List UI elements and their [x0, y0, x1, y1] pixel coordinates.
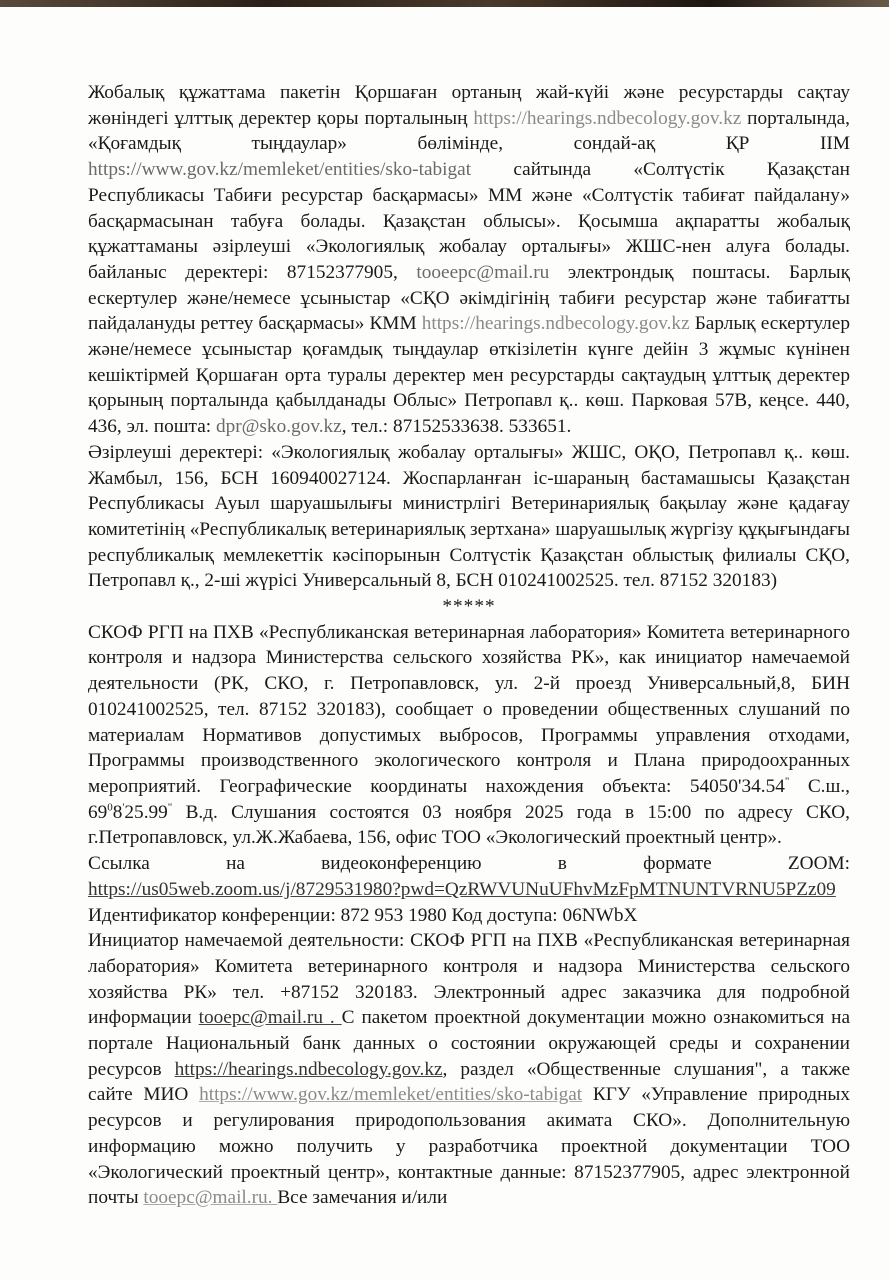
text: КГУ «Управление природных ресурсов и регулирования природопользования акимата СКО». Дополнительную информацию можно получить у разработчика проектной документации ТОО «Экологический проектный центр», контактные данные: 87152377905, адрес электронной почты [88, 1084, 850, 1209]
email-link[interactable]: tooeepc@mail.ru [416, 261, 550, 283]
kz-paragraph-1 [88, 80, 850, 440]
text: , тел.: 87152533638. 533651. [341, 416, 572, 438]
hearings-link-2[interactable]: https://hearings.ndbecology.gov.kz [421, 313, 690, 335]
text: Жобалық құжаттама пакетін Қоршаған ортаның жай-күйі және ресурстарды сақтау жөніндегі ұлттық деректер қоры порталының [88, 82, 850, 129]
dpr-email-link[interactable]: dpr@sko.gov.kz [215, 416, 342, 438]
gov-kz-link[interactable]: https://www.gov.kz/memleket/entities/sko-tabigat [88, 159, 472, 181]
email-link-2[interactable]: tooepc@mail.ru. [143, 1187, 278, 1209]
degree-mark: 0 [107, 801, 113, 814]
document-page [88, 80, 850, 1211]
zoom-paragraph [88, 877, 850, 903]
text: СКОФ РГП на ПХВ «Республиканская ветеринарная лаборатория» Комитета ветеринарного контроля и надзора Министерства сельского хозяйства РК», как инициатор намечаемой деятельности (РК, СКО, г. Петропавловск, ул. 2-й проезд Универсальный,8, БИН 010241002525, тел. 87152 320183), сообщает о проведении общественных слушаний по материалам Нормативов допустимых выбросов, Программы управления отходами, Программы производственного экологического контроля и Плана природоохранных мероприятий. Географические координаты нахождения объекта: 54050'34.54 [88, 621, 850, 797]
text: Инициатор намечаемой деятельности: СКОФ РГП на ПХВ «Республиканская ветеринарная лаборатория» Комитета ветеринарного контроля и надзора Министерства сельского хозяйства РК» тел. +87152 320183. Электронный адрес заказчика для подробной информации [88, 930, 850, 1029]
seconds-mark: " [784, 775, 790, 788]
text: С пакетом проектной документации можно ознакомиться на портале Национальный банк данных о состоянии окружающей среды и сохранении ресурсов [88, 1007, 851, 1080]
hearings-link[interactable]: https://hearings.ndbecology.gov.kz [174, 1058, 443, 1080]
conference-id: Идентификатор конференции: 872 953 1980 Код доступа: 06NWbX [88, 904, 638, 926]
photo-edge-strip [0, 0, 889, 7]
minutes-mark: ' [122, 801, 125, 814]
hearings-link[interactable]: https://hearings.ndbecology.gov.kz [473, 107, 742, 129]
text: 25.99 [124, 801, 168, 823]
text: Барлық ескертулер және/немесе ұсыныстар қоғамдық тыңдаулар өткізілетін күнге дейін 3 жұмыс күнінен кешіктірмей Қоршаған орта туралы деректер мен ресурстарды сақтаудың ұлттық деректер қорының порталында қабылданады Облыс» Петропавл қ.. көш. Парковая 57В, кеңсе. 440, 436, эл. пошта: [88, 313, 850, 438]
ru-paragraph-1 [88, 620, 850, 851]
text: электрондық поштасы. Барлық ескертулер және/немесе ұсыныстар «СҚО әкімдігінің табиғи ресурстар және табиғатты пайдалануды реттеу басқармасы» КММ [88, 261, 850, 335]
text: 8 [112, 801, 123, 823]
section-separator: ***** [442, 596, 496, 618]
ru-paragraph-3 [88, 928, 850, 1211]
email-link[interactable]: tooepc@mail.ru . [198, 1007, 342, 1029]
zoom-link[interactable]: https://us05web.zoom.us/j/8729531980?pwd=QzRWVUNuUFhvMzFpMTNUNTVRNU5PZz09 [88, 878, 836, 900]
kz-paragraph-2: Әзірлеуші деректері: «Экологиялық жобалау орталығы» ЖШС, ОҚО, Петропавл қ.. көш. Жамбыл, 156, БСН 160940027124. Жоспарланған іс-шараның бастамашысы Қазақстан Республикасы Ауыл шаруашылығы министрлігі Ветеринариялық бақылау және қадағау комитетінің «Республикалық ветеринариялық зертхана» шаруашылық жүргізу құқығындағы республикалық мемлекеттік кәсіпорынын Солтүстік Қазақстан облыстық филиалы СҚО, Петропавл қ., 2-ші жүрісі Универсальный 8, БСН 010241002525. тел. 87152 320183) [88, 441, 850, 592]
text: В.д. Слушания состоятся 03 ноября 2025 года в 15:00 по адресу СКО, г.Петропавловск, ул.Ж.Жабаева, 156, офис ТОО «Экологический проектный центр». [88, 801, 850, 849]
zoom-label: Ссылка на видеоконференцию в формате ZOOM: [88, 853, 850, 875]
gov-kz-link[interactable]: https://www.gov.kz/memleket/entities/sko-tabigat [199, 1084, 583, 1106]
text: Все замечания и/или [277, 1187, 448, 1209]
seconds-mark: " [167, 801, 173, 814]
text: сайтында «Солтүстік Қазақстан Республикасы Табиғи ресурстар басқармасы» ММ және «Солтүстік табиғат пайдалану» басқармасынан табуға болады. Қазақстан облысы». Қосымша ақпаратты жобалық құжаттаманы әзірлеуші «Экологиялық жобалау орталығы» ЖШС-нен алуға болады. байланыс деректері: 87152377905, [88, 159, 850, 283]
text: С.ш., 69 [88, 775, 850, 823]
text: порталында, «Қоғамдық тыңдаулар» бөлімінде, сондай-ақ ҚР ІІМ [88, 107, 850, 155]
text: , раздел «Общественные слушания", а также сайте МИО [88, 1058, 851, 1106]
